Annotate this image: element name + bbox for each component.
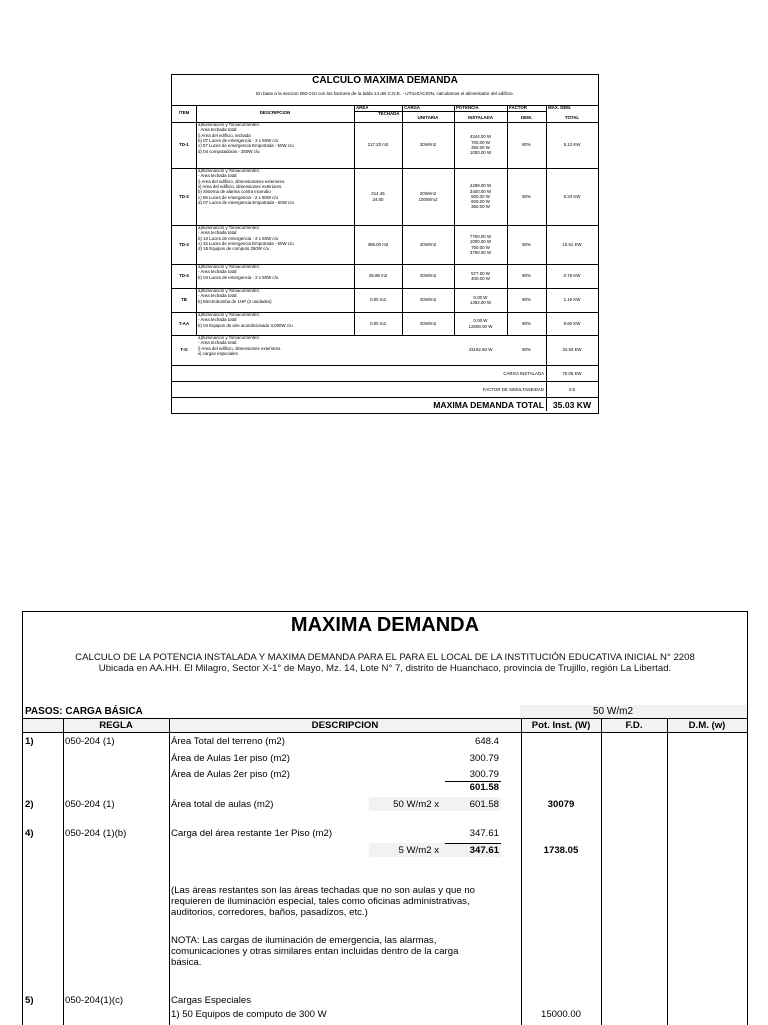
row-total: 9.60 KW xyxy=(563,320,581,326)
maxima-demanda-total-value: 35.03 KW xyxy=(552,400,592,410)
step-2-value: 601.58 xyxy=(469,799,499,810)
grid-line xyxy=(521,719,522,1025)
step-1-line-2: Área de Aulas 1er piso (m2) xyxy=(171,753,290,764)
row-item: TD-3 xyxy=(179,241,189,247)
grid-line xyxy=(63,719,64,1025)
row-description-line: d) 15 Equipos de computo 250W c/u xyxy=(198,246,270,252)
row-carga: 100W/m2 xyxy=(418,196,438,202)
row-factor: 90% xyxy=(522,193,531,199)
header-carga: CARGA xyxy=(404,105,421,110)
step-5-pot: 15000.00 xyxy=(540,1009,581,1020)
header-area: AREA xyxy=(356,105,369,110)
row-factor: 80% xyxy=(522,347,531,352)
row-description-line: - Area techada total: xyxy=(198,317,238,323)
step-5-number: 5) xyxy=(25,995,34,1006)
row-description-line: i) Area del edificio, dimensiones exteriores. xyxy=(198,345,282,351)
row-area: 217.20 m2 xyxy=(367,142,389,148)
row-description-line: d) 04 computadoras - 250W c/u xyxy=(198,148,260,154)
row-description-line: - Area techada total: xyxy=(198,340,238,346)
header-factor: FACTOR xyxy=(509,105,527,110)
row-item: TD-1 xyxy=(179,142,189,147)
note-2-line-2: comunicaciones y otras similares entan incluidas dentro de la carga xyxy=(171,946,459,957)
step-1-value-2: 300.79 xyxy=(469,753,499,764)
summary-title: CALCULO MAXIMA DEMANDA xyxy=(312,75,458,86)
row-description-line: a)Iluminación y Tomacorrientes: xyxy=(198,225,260,230)
row-potencia: 7760.00 W xyxy=(469,233,492,239)
grid-line xyxy=(172,381,598,382)
step-2-number: 2) xyxy=(25,799,34,810)
row-total: 1.19 KW xyxy=(563,297,581,302)
step-1-line-1: Área Total del terreno (m2) xyxy=(171,736,285,747)
step-4-value-1: 347.61 xyxy=(469,828,499,839)
row-area: 388.00 m2 xyxy=(367,241,389,247)
row-carga: 20W/m2 xyxy=(419,142,437,148)
step-2-description: Área total de aulas (m2) xyxy=(171,799,274,810)
row-total: 5.12 KW xyxy=(563,142,581,147)
row-potencia: 350.00 W xyxy=(471,204,490,210)
row-description-line: b) 10 Luces de emergencia - 2 x 50W c/u xyxy=(198,235,279,241)
row-description-line: a)Iluminación y Tomacorrientes: xyxy=(198,264,260,269)
row-potencia: 12000.00 W xyxy=(468,323,493,329)
header-dm: D.M. (w) xyxy=(688,720,726,731)
max-demand-summary-table xyxy=(171,74,599,414)
row-potencia: 4344.00 W xyxy=(469,134,492,140)
row-potencia: 1000.00 W xyxy=(469,239,492,245)
row-carga: 20W/m2 xyxy=(419,273,437,279)
row-potencia: 0.00 W xyxy=(473,294,488,300)
grid-line xyxy=(23,732,747,733)
row-item: TB xyxy=(181,297,187,302)
unit-top: 50 W/m2 xyxy=(593,706,634,717)
row-total: 8.23 KW xyxy=(563,193,581,199)
grid-line xyxy=(196,105,197,335)
header-pot-inst: Pot. Inst. (W) xyxy=(531,720,591,731)
row-description-line: a)Iluminación y Tomacorrientes: xyxy=(198,335,260,340)
row-description-line: - Area techada total: xyxy=(198,127,238,133)
step-1-value-1: 648.4 xyxy=(474,736,499,747)
header-factor-2: DEM. xyxy=(521,115,532,120)
step-1-line-3: Área de Aulas 2er piso (m2) xyxy=(171,769,290,780)
grid-line xyxy=(546,105,547,411)
step-4-description: Carga del área restante 1er Piso (m2) xyxy=(171,828,333,839)
row-potencia: 750.00 W xyxy=(471,244,490,250)
factor-simultaneidad-value: 0.5 xyxy=(568,387,576,392)
header-descripcion: DESCRIPCION xyxy=(311,720,379,731)
note-1-line-2: requieren de iluminación especial, tales como oficinas administrativas, xyxy=(171,896,470,907)
row-potencia: 700.00 W xyxy=(471,139,490,145)
row-description-line: - Area techada total: xyxy=(198,269,238,275)
row-area: 34.00 xyxy=(372,196,384,202)
row-description-line: ii) cargas especiales xyxy=(198,350,238,356)
grid-line xyxy=(172,105,598,106)
row-potencia: 1492.00 W xyxy=(469,300,492,305)
row-description-line: a)Iluminación y Tomacorrientes: xyxy=(198,168,260,173)
summary-subtitle: En base a la seccion 050-210 con los factores de la tabla 14 del C.N.E. - UTILIZACION, calculamos el alimentador del edificio. xyxy=(256,91,514,96)
row-description-line: c) 15 Luces de emergencia Empotrada - 50W c/u xyxy=(198,240,294,246)
row-carga: 20W/m2 xyxy=(419,320,437,326)
factor-simultaneidad-label: FACTOR DE SIMULTANEIDAD xyxy=(482,387,544,392)
row-description-line: a)Iluminación y Tomacorrientes: xyxy=(198,288,260,293)
row-potencia: 3400.00 W xyxy=(469,188,492,194)
row-item: TD-2 xyxy=(179,193,189,199)
step-4-regla: 050-204 (1)(b) xyxy=(65,828,127,839)
note-1-line-1: (Las áreas restantes son las áreas techadas que no son aulas y que no xyxy=(171,885,475,896)
grid-line xyxy=(601,719,602,1025)
row-factor: 80% xyxy=(522,241,531,247)
step-4-unit: 5 W/m2 x xyxy=(398,845,439,856)
row-potencia: 400.00 W xyxy=(471,276,490,281)
step-4-number: 4) xyxy=(25,828,34,839)
row-description-line: - Area techada total: xyxy=(198,173,238,179)
row-potencia: 350.00 W xyxy=(471,145,490,150)
grid-line xyxy=(169,719,170,1025)
row-description-line: - Area techada total: xyxy=(198,230,238,236)
row-potencia: 600.00 W xyxy=(471,199,490,205)
header-fd: F.D. xyxy=(625,720,643,731)
step-2-unit: 50 W/m2 x xyxy=(393,799,439,810)
grid-line xyxy=(172,365,598,366)
row-description-line: a)Iluminación y Tomacorrientes: xyxy=(198,312,260,317)
row-item: T-G xyxy=(180,347,188,352)
note-1-line-3: auditorios, corredores, baños, pasadizos, etc.) xyxy=(171,907,368,918)
step-1-regla: 050-204 (1) xyxy=(65,736,115,747)
step-5-item: 1) 50 Equipos de computo de 300 W xyxy=(171,1009,327,1020)
row-description-line: b) Sistema de alarma contra incendio xyxy=(198,189,271,195)
header-max-dem-2: TOTAL xyxy=(564,115,580,120)
row-factor: 80% xyxy=(522,320,531,326)
max-demand-calculation-sheet xyxy=(22,611,748,1025)
grid-line xyxy=(23,718,747,719)
row-description-line: c) 07 Luces de emergencia Empotrada - 50W c/u xyxy=(198,143,294,149)
row-carga: 20W/m2 xyxy=(419,191,437,197)
step-2-pot: 30079 xyxy=(547,799,575,810)
row-description-line: - Area techada total: xyxy=(198,293,238,299)
sum-line xyxy=(445,843,501,844)
step-1-value-3: 300.79 xyxy=(469,769,499,780)
row-carga: 20W/m2 xyxy=(419,241,437,247)
step-4-value-2: 347.61 xyxy=(469,845,499,856)
header-carga-2: UNITARIA xyxy=(417,115,439,120)
header-description: DESCRIPCION xyxy=(259,110,291,115)
header-potencia: POTENCIA xyxy=(456,105,479,110)
row-area: 0.00 m2 xyxy=(370,297,386,303)
row-potencia: 1000.00 W xyxy=(469,150,492,156)
step-5-description: Cargas Especiales xyxy=(171,995,251,1006)
row-description-line: b) 04 Luces de emergencia - 2 x 50W c/u xyxy=(198,274,279,280)
row-carga: 20W/m2 xyxy=(419,297,437,303)
row-factor: 80% xyxy=(522,273,531,278)
row-potencia: 4289.00 W xyxy=(469,183,492,189)
row-description-line: d) 07 Luces de emergencia Empotrada - 50W c/u xyxy=(198,199,294,205)
row-description-line: b) 07 Luces de emergencia - 2 x 50W c/u xyxy=(198,137,279,143)
row-potencia: 577.60 W xyxy=(471,270,490,276)
row-description-line: ii) Area del edificio, dimensiones exteriores. xyxy=(198,183,283,189)
header-regla: REGLA xyxy=(99,720,133,731)
step-1-number: 1) xyxy=(25,736,34,747)
grid-line xyxy=(667,719,668,1025)
carga-instalada-label: CARGA INSTALADA xyxy=(503,371,544,376)
header-potencia-2: INSTALADA xyxy=(467,115,494,120)
row-total: 34.53 KW xyxy=(562,347,582,352)
carga-instalada-value: 70.05 KW xyxy=(562,371,582,376)
header-max-dem: MAX. DEM. xyxy=(548,105,572,110)
row-potencia: 43162.60 W xyxy=(468,347,493,353)
step-4-pot: 1738.05 xyxy=(543,845,579,856)
sheet-subtitle-2: Ubicada en AA.HH. El Milagro, Sector X-1° de Mayo, Mz. 14, Lote N° 7, distrito de Huanchaco, provincia de Trujillo, región La Libertad. xyxy=(98,663,672,674)
header-item: ITEM xyxy=(178,110,190,115)
row-description-line: i) Area del edificio, techada xyxy=(198,132,251,138)
maxima-demanda-total-label: MAXIMA DEMANDA TOTAL xyxy=(433,400,544,410)
row-description-line: b) Electrobomba de 1HP (2 unidades) xyxy=(198,298,272,304)
row-area: 28.88 m2 xyxy=(368,273,388,279)
row-factor: 80% xyxy=(522,297,531,302)
note-2-line-1: NOTA: Las cargas de iluminación de emergencia, las alarmas, xyxy=(171,935,437,946)
row-factor: 80% xyxy=(522,142,531,147)
header-area-2: TECHADA xyxy=(378,111,400,116)
row-description-line: c) 06 Luces de emergencia - 2 x 50W c/u xyxy=(198,194,279,200)
row-total: 10.61 KW xyxy=(562,241,582,247)
row-potencia: 0.00 W xyxy=(473,318,488,324)
row-description-line: a)Iluminación y Tomacorrientes: xyxy=(198,122,260,127)
row-area: 0.00 m2 xyxy=(370,320,386,326)
row-description-line: b) 04 Equipos de aire acondicionado 3,000W c/u xyxy=(198,322,293,328)
row-potencia: 3750.00 W xyxy=(469,249,492,255)
row-total: 0.78 KW xyxy=(563,273,581,278)
step-2-regla: 050-204 (1) xyxy=(65,799,115,810)
row-item: T-AA xyxy=(178,320,190,326)
row-description-line: i) Area del edificio, dimensionares exteriores. xyxy=(198,178,286,184)
row-item: TD-4 xyxy=(179,273,189,278)
step-1-sum: 601.58 xyxy=(469,782,499,793)
row-potencia: 500.00 W xyxy=(471,193,490,199)
sheet-subtitle-1: CALCULO DE LA POTENCIA INSTALADA Y MAXIMA DEMANDA PARA EL PARA EL LOCAL DE LA INSTITUCIÓN EDUCATIVA INICIAL N° 2208 xyxy=(75,652,695,663)
pasos-label: PASOS: CARGA BÁSICA xyxy=(25,706,143,717)
grid-line xyxy=(172,397,598,398)
note-2-line-3: básica. xyxy=(171,957,202,968)
sheet-title: MAXIMA DEMANDA xyxy=(290,614,480,636)
unit-cell xyxy=(520,705,747,718)
step-5-regla: 050-204(1)(c) xyxy=(65,995,124,1006)
row-area: 214.45 xyxy=(371,191,385,197)
